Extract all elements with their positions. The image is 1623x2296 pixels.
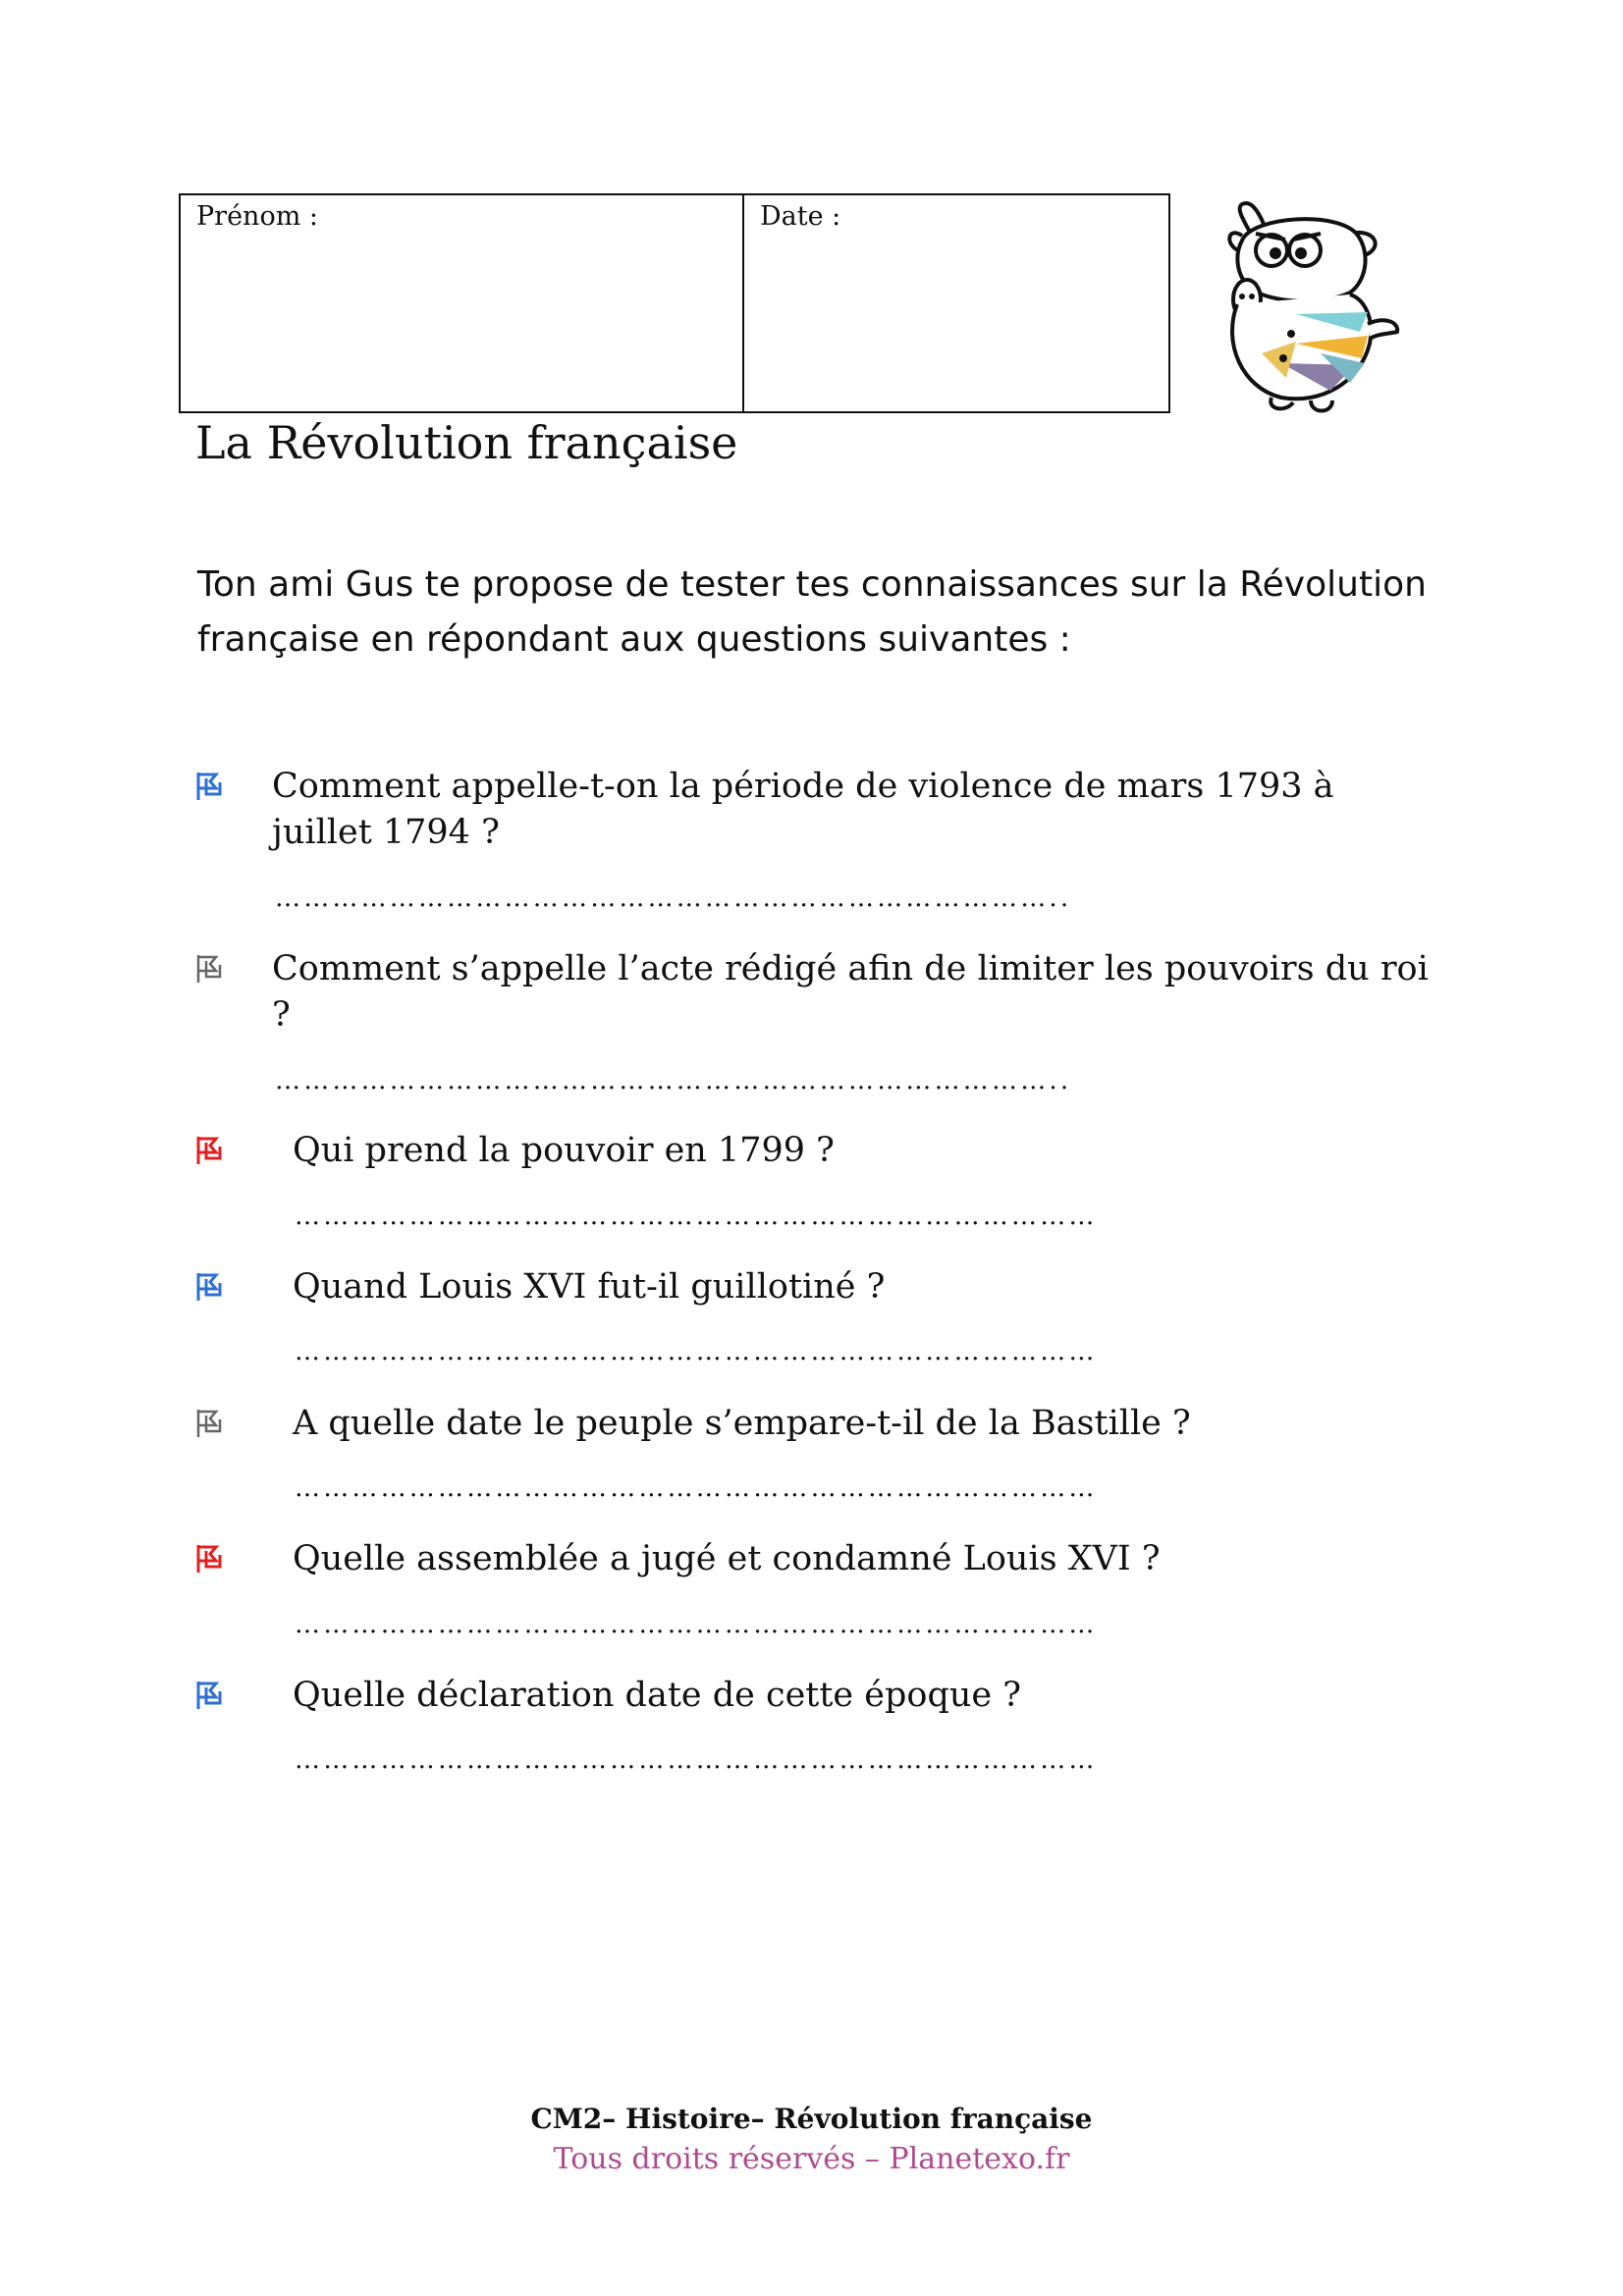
footer-title: CM2– Histoire– Révolution française (530, 2103, 1093, 2135)
name-date-box (179, 193, 1170, 413)
flag-icon (194, 1408, 224, 1439)
question-text: Comment appelle-t-on la période de violence de mars 1793 à juillet 1794 ? (272, 767, 1334, 852)
question-text: Quelle assemblée a jugé et condamné Louis XVI ? (293, 1539, 1161, 1578)
prenom-label: Prénom : (196, 201, 318, 232)
intro-text: Ton ami Gus te propose de tester tes connaissances sur la Révolution française en répondant aux questions suivantes : (197, 564, 1427, 660)
answer-line[interactable]: ……………………………………………………………………….. (275, 1066, 1072, 1095)
question-text: Comment s’appelle l’acte rédigé afin de limiter les pouvoirs du roi ? (272, 949, 1429, 1035)
question-text: Quand Louis XVI fut-il guillotiné ? (293, 1267, 886, 1307)
question-text: Quelle déclaration date de cette époque ? (293, 1676, 1021, 1715)
prenom-field[interactable] (181, 195, 744, 411)
date-label: Date : (760, 201, 841, 232)
flag-icon (194, 1680, 224, 1711)
answer-line[interactable]: ………………………………………………………………………… (295, 1745, 1098, 1775)
gus-sheep-mascot-icon (1203, 196, 1409, 417)
flag-icon (194, 1271, 224, 1303)
answer-line[interactable]: ………………………………………………………………………… (295, 1610, 1098, 1639)
flag-icon (194, 1543, 224, 1575)
flag-icon (194, 771, 224, 802)
answer-line[interactable]: ………………………………………………………………………… (295, 1337, 1098, 1366)
question-text: Qui prend la pouvoir en 1799 ? (293, 1131, 835, 1170)
date-field[interactable] (744, 195, 1168, 411)
flag-icon (194, 1135, 224, 1166)
answer-line[interactable]: ………………………………………………………………………… (295, 1201, 1098, 1231)
flag-icon (194, 953, 224, 985)
question-text: A quelle date le peuple s’empare-t-il de la Bastille ? (293, 1404, 1191, 1443)
answer-line[interactable]: ………………………………………………………………………… (295, 1473, 1098, 1503)
page-title: La Révolution française (195, 416, 738, 469)
answer-line[interactable]: ……………………………………………………………………….. (275, 883, 1072, 913)
footer-rights: Tous droits réservés – Planetexo.fr (553, 2142, 1070, 2176)
